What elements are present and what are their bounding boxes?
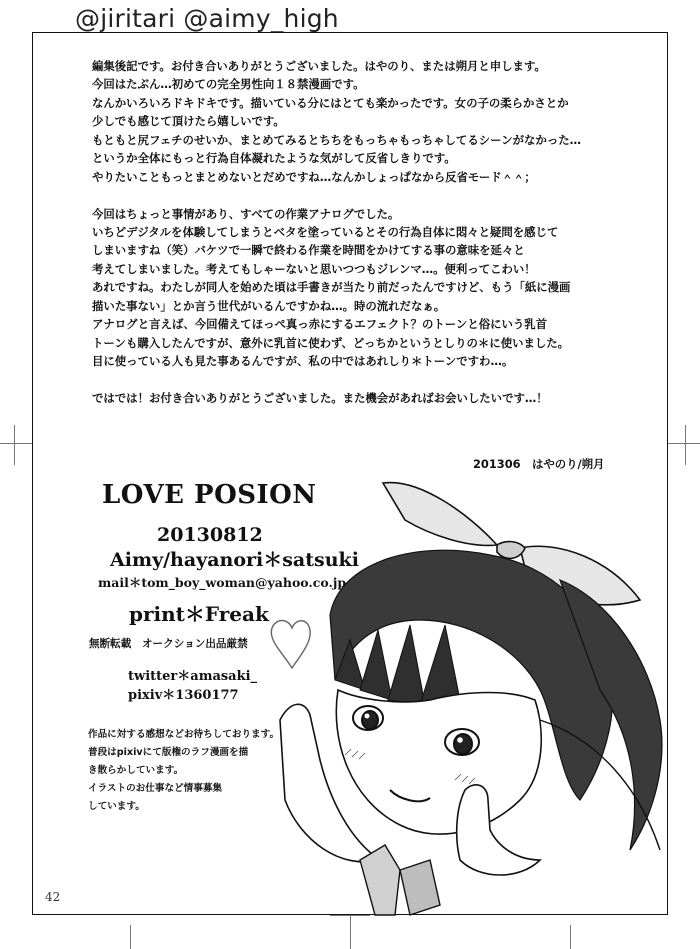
afterword-line: しまいますね（笑）バケツで一瞬で終わる作業を時間をかけてする事の意味を延々と — [92, 243, 525, 258]
publish-date: 20130812 — [157, 524, 263, 546]
afterword-line: アナログと言えば、今回備えてほっぺ真っ赤にするエフェクト？のトーンと俗にいう乳首 — [92, 317, 548, 332]
afterword-line: もともと尻フェチのせいか、まとめてみるとちちをもっちゃもっちゃしてるシーンがなかった… — [92, 132, 582, 147]
afterword-line: 今回はちょっと事情があり、すべての作業アナログでした。 — [92, 206, 400, 221]
page-number: 42 — [45, 890, 61, 904]
authors: Aimy/hayanori＊satsuki — [110, 549, 359, 571]
author-note — [88, 726, 279, 816]
afterword-line: いちどデジタルを体験してしまうとベタを塗っているとその行為自体に悶々と疑問を感じて — [92, 224, 559, 239]
printer: print＊Freak — [129, 602, 269, 626]
heart-outline-icon — [271, 621, 310, 669]
signoff: 201306 はやのり/朔月 — [473, 457, 605, 471]
note-line: 普段はpixivにて版権のラフ漫画を描 — [88, 747, 249, 758]
afterword-line: やりたいこともっとまとめないとだめですね…なんかしょっぱなから反省モード＾＾； — [92, 169, 536, 184]
afterword-line: なんかいろいろドキドキです。描いている分にはとても楽かったです。女の子の柔らかさとか — [92, 95, 569, 110]
afterword-line: 今回はたぶん…初めての完全男性向１８禁漫画です。 — [92, 77, 365, 92]
afterword-line: 少しでも感じて頂けたら嬉しいです。 — [92, 114, 285, 129]
book-title: LOVE POSION — [102, 480, 317, 510]
watermark: @jiritari @aimy_high — [75, 4, 339, 33]
afterword-line: 描いた事ない」とか言う世代がいるんですかね…。時の流れだなぁ。 — [92, 298, 446, 313]
afterword-line: 目に使っている人も見た事あるんですが、私の中ではあれしり＊トーンですわ…。 — [92, 354, 514, 368]
collar-bow — [360, 845, 440, 915]
afterword-line: トーンも購入したんですが、意外に乳首に使わず、どっちかというとしりの＊に使いました。 — [92, 335, 570, 350]
afterword-line: 編集後記です。お付き合いありがとうございました。はやのり、または朔月と申します。 — [92, 59, 546, 73]
note-line: イラストのお仕事など情事募集 — [88, 783, 223, 794]
note-line: 作品に対する感想などお待ちしております。 — [88, 729, 280, 740]
afterword-text — [92, 57, 612, 407]
afterword-line: ではでは！お付き合いありがとうございました。また機会があればお会いしたいです…！ — [92, 390, 548, 405]
note-line: しています。 — [88, 801, 145, 812]
afterword-line — [92, 370, 612, 388]
afterword-line: というか全体にもっと行為自体凝れたような気がして反省しきりです。 — [92, 151, 456, 166]
afterword-line: 考えてしまいました。考えてもしゃーないと思いつつもジレンマ…。便利ってこわい！ — [92, 261, 536, 276]
afterword-line: あれですね。わたしが同人を始めた頃は手書きが当たり前だったんですけど、もう「紙に漫画 — [92, 280, 571, 295]
pixiv-id: pixiv＊1360177 — [128, 688, 239, 703]
note-line: き散らかしています。 — [88, 765, 184, 776]
twitter-handle: twitter＊amasaki_ — [128, 669, 258, 684]
reprint-notice: 無断転載 オークション出品厳禁 — [89, 638, 248, 650]
afterword-line — [92, 186, 612, 204]
contact-mail: mail＊tom_boy_woman@yahoo.co.jp — [98, 575, 347, 590]
